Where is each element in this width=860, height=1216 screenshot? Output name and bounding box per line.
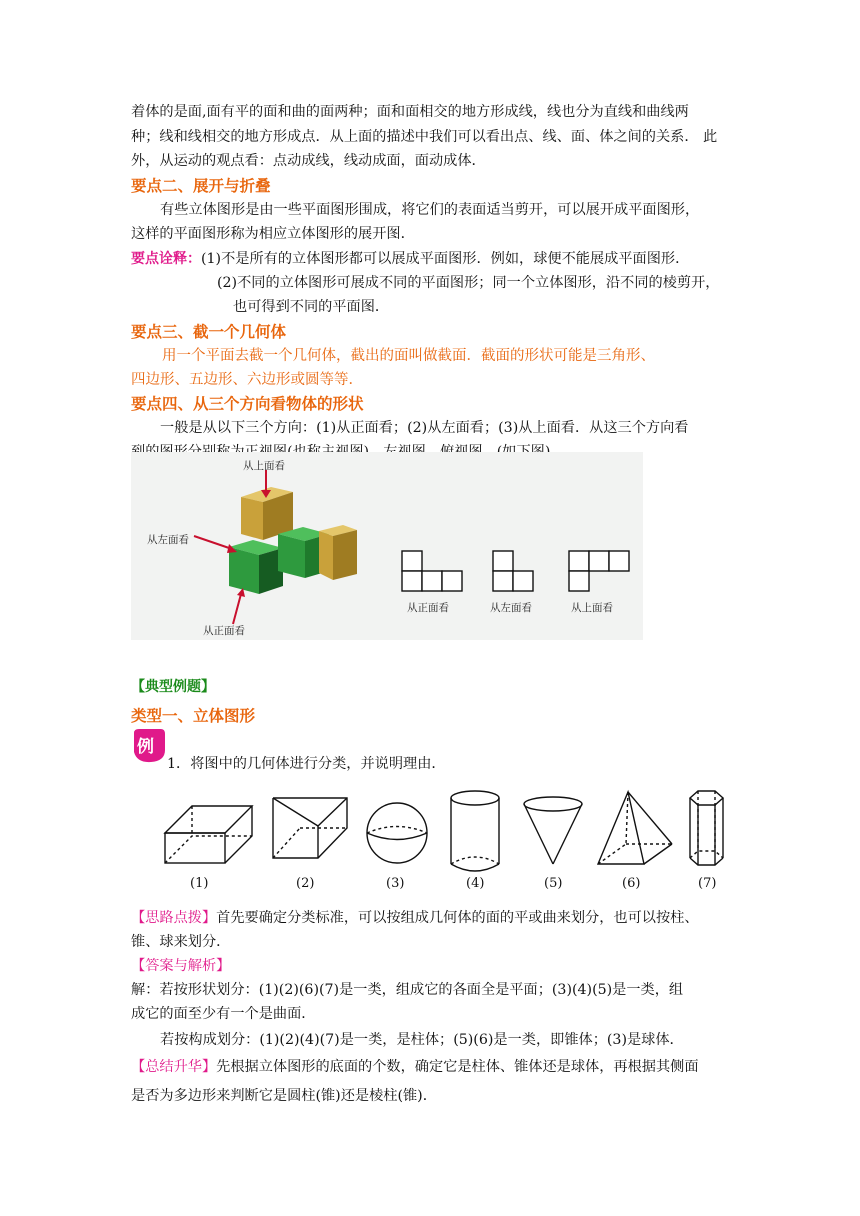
solution-line-3: 若按构成划分：(1)(2)(4)(7)是一类，是柱体；(5)(6)是一类，即锥体；(3)是球体． [160, 1032, 684, 1048]
solution-line-2: 成它的面至少有一个是曲面． [131, 1006, 316, 1022]
question-1: 1．将图中的几何体进行分类，并说明理由． [167, 756, 446, 772]
type-1-heading: 类型一、立体图形 [131, 707, 256, 725]
shape-label-4: (4) [466, 876, 485, 891]
shape-cylinder [451, 791, 499, 871]
shape-cuboid [165, 806, 252, 863]
badge-text: 例 [137, 737, 154, 757]
caption-left: 从左面看 [490, 602, 532, 614]
caption-top: 从上面看 [571, 602, 613, 614]
section-3-line-1: 用一个平面去截一个几何体，截出的面叫做截面．截面的形状可能是三角形、 [162, 348, 655, 364]
label-front-view: 从正面看 [203, 625, 245, 637]
label-top-view: 从上面看 [243, 460, 285, 472]
caption-front: 从正面看 [407, 602, 449, 614]
section-3-line-2: 四边形、五边形、六边形或圆等等． [131, 372, 363, 388]
hint-label: 【思路点拨】 [131, 910, 217, 926]
shapes-figure [160, 786, 740, 896]
shape-label-5: (5) [544, 876, 563, 891]
note-3: 也可得到不同的平面图． [233, 299, 390, 315]
section-4-heading: 要点四、从三个方向看物体的形状 [131, 395, 364, 413]
top-view-drawing [569, 551, 629, 591]
shapes-svg [160, 786, 740, 896]
solution-line-1: 解：若按形状划分：(1)(2)(6)(7)是一类，组成它的各面全是平面；(3)(4)(5)是一类，组 [131, 982, 684, 998]
views-figure [131, 452, 643, 640]
front-view-drawing [402, 551, 462, 591]
shape-label-2: (2) [296, 876, 315, 891]
section-2-line-2: 这样的平面图形称为相应立体图形的展开图． [131, 226, 415, 242]
summary-line-1 [131, 1055, 699, 1079]
section-2-note-row [131, 247, 689, 271]
summary-label: 【总结升华】 [131, 1059, 217, 1075]
shape-cone [524, 797, 582, 864]
intro-line-3: 外，从运动的观点看：点动成线，线动成面，面动成体． [131, 153, 486, 169]
hint-line-1 [131, 906, 699, 930]
shape-hexagonal-prism [690, 791, 723, 865]
arrow-front [233, 588, 245, 624]
hint-text-1: 首先要确定分类标准，可以按组成几何体的面的平或曲来划分，也可以按柱、 [216, 910, 699, 926]
shape-label-3: (3) [386, 876, 405, 891]
summary-line-2: 是否为多边形来判断它是圆柱(锥)还是棱柱(锥)． [131, 1088, 437, 1104]
example-badge [131, 728, 167, 764]
shape-pyramid [598, 792, 672, 864]
note-1: (1)不是所有的立体图形都可以展成平面图形．例如，球便不能展成平面图形． [201, 251, 690, 267]
label-left-view: 从左面看 [147, 534, 189, 546]
hint-line-2: 锥、球来划分． [131, 934, 231, 950]
shape-label-1: (1) [190, 876, 209, 891]
arrow-left [194, 536, 237, 553]
shape-sphere [367, 803, 427, 863]
intro-line-1: 着体的是面,面有平的面和曲的面两种；面和面相交的地方形成线，线也分为直线和曲线两 [131, 104, 689, 120]
green-cube-left [229, 540, 283, 594]
shape-label-6: (6) [622, 876, 641, 891]
section-2-line-1: 有些立体图形是由一些平面图形围成，将它们的表面适当剪开，可以展开成平面图形， [160, 202, 700, 218]
shape-label-7: (7) [698, 876, 717, 891]
left-view-drawing [493, 551, 533, 591]
cube-figure-svg [131, 452, 643, 640]
examples-title: 【典型例题】 [131, 679, 215, 695]
answer-label: 【答案与解析】 [131, 958, 231, 974]
summary-text-1: 先根据立体图形的底面的个数，确定它是柱体、锥体还是球体，再根据其侧面 [216, 1059, 699, 1075]
section-3-heading: 要点三、截一个几何体 [131, 323, 287, 341]
section-4-line-1: 一般是从以下三个方向：(1)从正面看；(2)从左面看；(3)从上面看．从这三个方向看 [160, 420, 689, 436]
wood-cube-right [319, 525, 357, 580]
section-2-heading: 要点二、展开与折叠 [131, 177, 271, 195]
note-2: (2)不同的立体图形可展成不同的平面图形；同一个立体图形，沿不同的棱剪开， [217, 275, 720, 291]
note-label: 要点诠释： [131, 251, 201, 267]
intro-line-2: 种；线和线相交的地方形成点．从上面的描述中我们可以看出点、线、面、体之间的关系． 此 [131, 129, 718, 145]
shape-triangular-prism [273, 798, 347, 858]
